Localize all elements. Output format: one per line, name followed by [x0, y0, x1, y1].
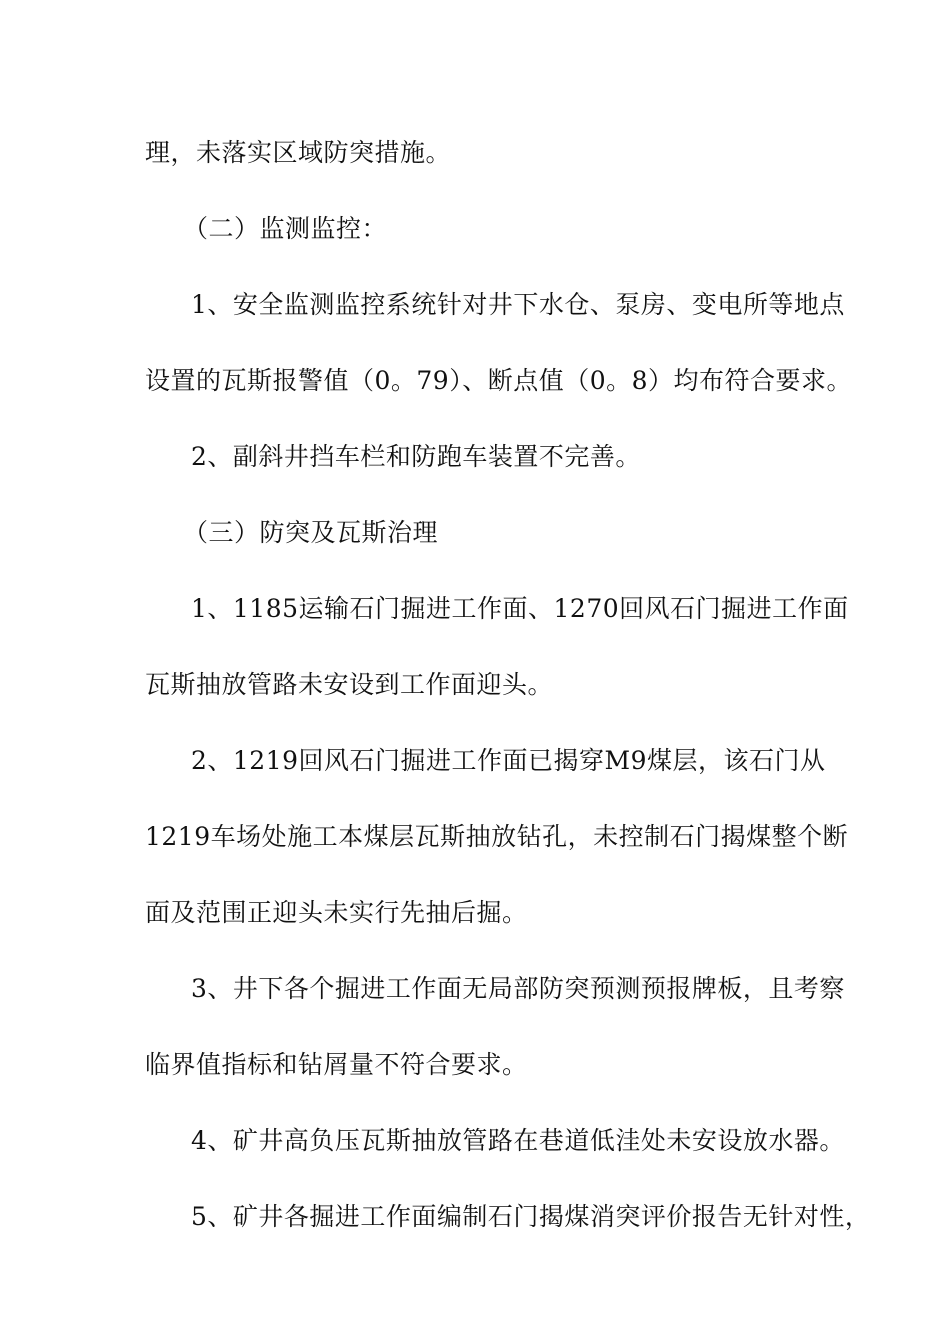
text-line: 3、井下各个掘进工作面无局部防突预测预报牌板，且考察 [191, 974, 845, 1003]
text-line: 临界值指标和钻屑量不符合要求。 [145, 1050, 528, 1079]
text-line: 2、副斜井挡车栏和防跑车装置不完善。 [191, 442, 641, 471]
text-line: 面及范围正迎头未实行先抽后掘。 [145, 898, 528, 927]
text-line: 1219车场处施工本煤层瓦斯抽放钻孔，未控制石门揭煤整个断 [145, 822, 849, 851]
section-heading: （三）防突及瓦斯治理 [183, 518, 439, 547]
text-line: 1、1185运输石门掘进工作面、1270回风石门掘进工作面 [191, 594, 849, 623]
text-line: 设置的瓦斯报警值（0。79）、断点值（0。8）均布符合要求。 [145, 366, 853, 395]
text-line: 5、矿井各掘进工作面编制石门揭煤消突评价报告无针对性， [191, 1202, 871, 1231]
text-line: 理，未落实区域防突措施。 [145, 138, 452, 167]
text-line: 4、矿井高负压瓦斯抽放管路在巷道低洼处未安设放水器。 [191, 1126, 845, 1155]
text-line: 1、安全监测监控系统针对井下水仓、泵房、变电所等地点 [191, 290, 845, 319]
text-line: 2、1219回风石门掘进工作面已揭穿M9煤层，该石门从 [191, 746, 826, 775]
section-heading: （二）监测监控： [183, 214, 388, 243]
text-line: 瓦斯抽放管路未安设到工作面迎头。 [145, 670, 554, 699]
